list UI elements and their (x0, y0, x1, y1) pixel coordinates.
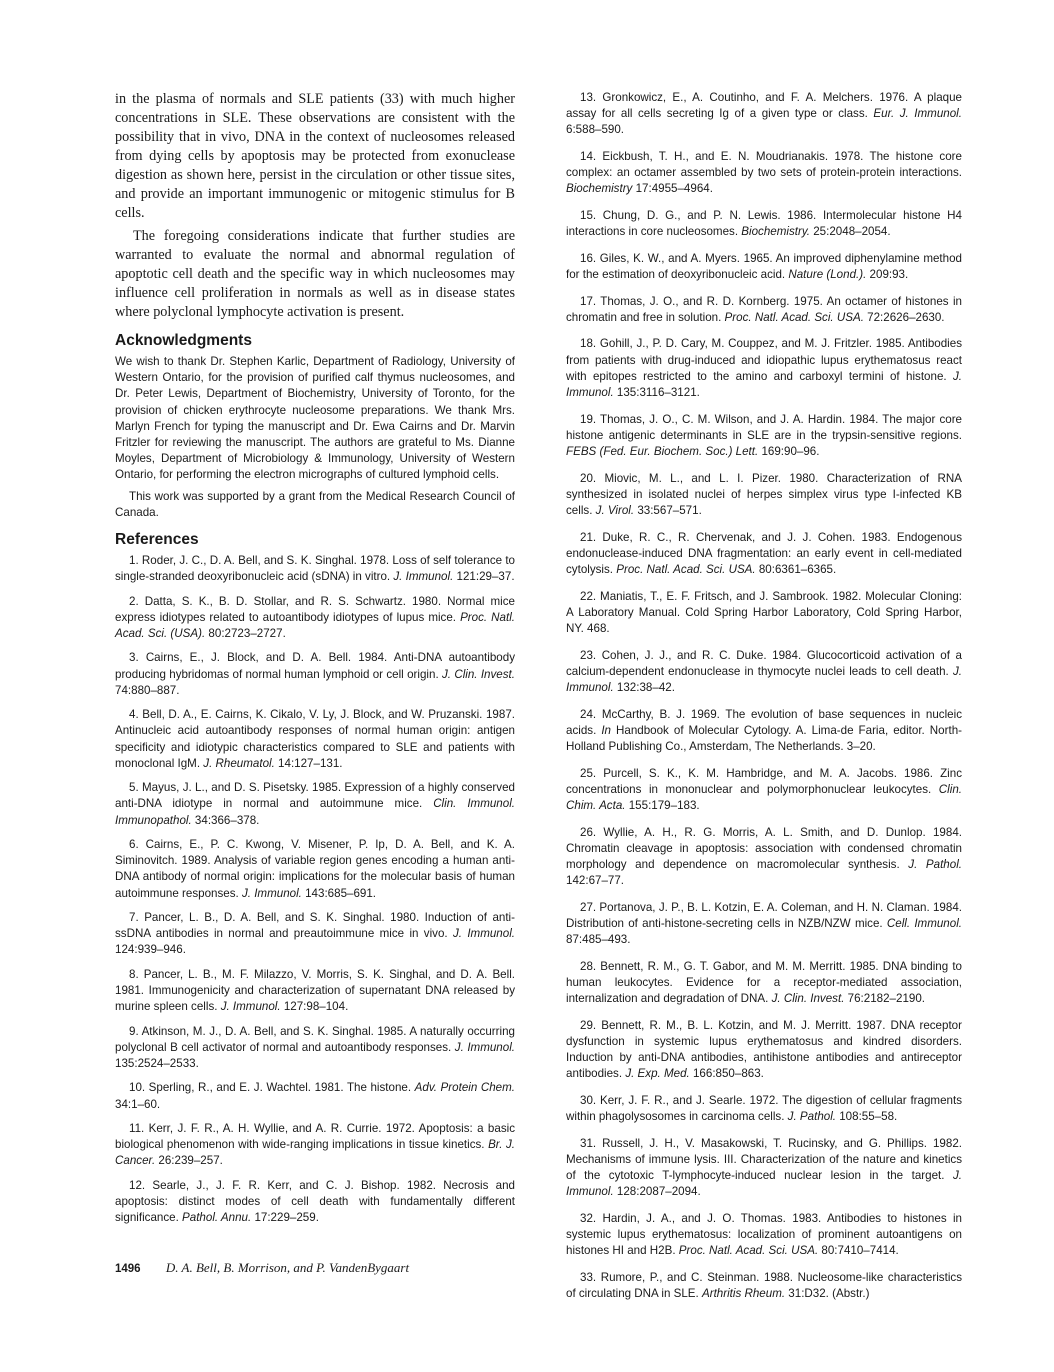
reference-journal: Pathol. Annu. (182, 1211, 252, 1225)
reference-text: 32. Hardin, J. A., and J. O. Thomas. 1983. Antibodies to histones in systemic lupus erythematosus: localization of prominent autoantigens on histones HI and H2B. (566, 1212, 962, 1258)
reference-item (566, 530, 962, 579)
reference-text: 22. Maniatis, T., E. F. Fritsch, and J. Sambrook. 1982. Molecular Cloning: A Laboratory Manual. Cold Spring Harbor Laboratory, Cold Spring Harbor, NY. 468. (566, 589, 962, 635)
reference-text: 12. Searle, J., J. F. R. Kerr, and C. J. Bishop. 1982. Necrosis and apoptosis: distinct modes of cell death with fundamentally different significance. (115, 1178, 515, 1225)
acknowledgments-heading: Acknowledgments (115, 332, 252, 349)
reference-journal: Biochemistry (566, 182, 633, 196)
reference-text: 24. McCarthy, B. J. 1969. The evolution of base sequences in nucleic acids. (566, 707, 962, 737)
reference-journal: Proc. Natl. Acad. Sci. USA. (616, 563, 756, 576)
reference-citation: 76:2182–2190. (844, 992, 926, 1006)
reference-text: 17. Thomas, J. O., and R. D. Kornberg. 1975. An octamer of histones in chromatin and free in solution. (566, 294, 962, 324)
reference-text: 25. Purcell, S. K., K. M. Hambridge, and M. A. Jacobs. 1986. Zinc concentrations in mononuclear and polymorphonuclear leukocytes. (566, 766, 962, 796)
reference-citation: 132:38–42. (613, 681, 675, 694)
reference-journal: J. Immunol. (241, 886, 302, 900)
reference-journal: J. Virol. (595, 504, 635, 517)
reference-journal: J. Pathol. (908, 858, 962, 871)
reference-text: 26. Wyllie, A. H., R. G. Morris, A. L. Smith, and D. Dunlop. 1984. Chromatin cleavage in apoptosis: association with condensed chromatin morphology and dependence on macromolecular synthesis. (566, 825, 962, 871)
page-number: 1496 (115, 1263, 141, 1275)
reference-citation: Handbook of Molecular Cytology. A. Lima-de Faria, editor. North-Holland Publishing Co., Amsterdam, The Netherlands. 3–20. (566, 723, 962, 753)
reference-text: 30. Kerr, J. F. R., and J. Searle. 1972. The digestion of cellular fragments within phagolysosomes in carcinoma cells. (566, 1094, 962, 1124)
reference-citation: 17:229–259. (251, 1211, 319, 1225)
reference-item (115, 837, 515, 902)
reference-citation: 34:366–378. (191, 813, 260, 827)
reference-text: 16. Giles, K. W., and A. Myers. 1965. An improved diphenylamine method for the estimation of deoxyribonucleic acid. (566, 251, 962, 281)
reference-text: 9. Atkinson, M. J., D. A. Bell, and S. K. Singhal. 1985. A naturally occurring polyclonal B cell activator of normal and autoantibody responses. (115, 1024, 515, 1054)
reference-item (566, 1136, 962, 1201)
reference-item (566, 766, 962, 815)
page-footer (115, 1260, 409, 1276)
reference-item (115, 780, 515, 829)
reference-text: 21. Duke, R. C., R. Chervenak, and J. J. Cohen. 1983. Endogenous endonuclease-induced DNA fragmentation: an early event in cell-mediated cytolysis. (566, 530, 962, 576)
reference-item (566, 412, 962, 461)
reference-item (115, 594, 515, 643)
reference-text: 13. Gronkowicz, E., A. Coutinho, and F. A. Melchers. 1976. A plaque assay for all cells secreting Ig of a given type or class. (566, 91, 962, 121)
acknowledgments-paragraph: We wish to thank Dr. Stephen Karlic, Department of Radiology, University of Western Ontario, for the provision of purified calf thymus nucleosomes, and Dr. Peter Lewis, Department of Biochemistry, University of Toronto, for the provision of chicken erythrocyte nucleosome preparations. We thank Mrs. Marlyn French for typing the manuscript and Dr. Ewa Cairns and Dr. Marvin Fritzler for reviewing the manuscript. The authors are grateful to Ms. Dianne Moyles, Department of Microbiology & Immunology, University of Western Ontario, for performing the electron micrographs of cultured lymphoid cells. (115, 355, 515, 482)
reference-citation: 143:685–691. (301, 886, 377, 900)
reference-citation: 124:939–946. (115, 943, 186, 957)
reference-text: 6. Cairns, E., P. C. Kwong, V. Misener, P. Ip, D. A. Bell, and K. A. Siminovitch. 1989. Analysis of variable region genes encoding a human anti-DNA antibody of normal origin: implications for the molecular basis of human autoimmune responses. (115, 838, 515, 900)
reference-journal: J. Pathol. (787, 1110, 837, 1124)
reference-citation: 135:2524–2533. (115, 1057, 199, 1071)
reference-text: 1. Roder, J. C., D. A. Bell, and S. K. Singhal. 1978. Loss of self tolerance to single-stranded deoxyribonucleic acid (sDNA) in vitro. (115, 554, 515, 584)
reference-item (566, 900, 962, 949)
reference-citation: 33:567–571. (634, 504, 702, 517)
reference-journal: FEBS (Fed. Eur. Biochem. Soc.) Lett. (566, 445, 759, 458)
reference-journal: Adv. Protein Chem. (414, 1081, 515, 1095)
reference-journal: J. Clin. Invest. (771, 992, 845, 1006)
reference-citation: 74:880–887. (115, 683, 180, 697)
reference-text: 11. Kerr, J. F. R., A. H. Wyllie, and A. R. Currie. 1972. Apoptosis: a basic biological phenomenon with wide-ranging implications in tissue kinetics. (115, 1122, 515, 1152)
reference-journal: J. Immunol. (566, 369, 962, 399)
references-list-left (115, 553, 515, 1226)
reference-item (566, 707, 962, 756)
reference-text: 33. Rumore, P., and C. Steinman. 1988. Nucleosome-like characteristics of circulating DNA in SLE. (566, 1271, 962, 1301)
reference-text: 4. Bell, D. A., E. Cairns, K. Cikalo, V. Ly, J. Block, and W. Pruzanski. 1987. Antinucleic acid autoantibody responses of normal human origin: antigen specificity and idiotypic characteristics compared to SLE and patients with monoclonal IgM. (115, 708, 515, 770)
reference-journal: Proc. Natl. Acad. Sci. USA. (678, 1244, 819, 1258)
reference-citation: 31:D32. (Abstr.) (785, 1287, 870, 1301)
reference-citation: 127:98–104. (280, 1000, 349, 1014)
reference-text: 10. Sperling, R., and E. J. Wachtel. 1981. The histone. (129, 1081, 415, 1095)
reference-citation: 155:179–183. (625, 799, 700, 812)
reference-journal: Biochemistry. (741, 225, 811, 239)
reference-citation: 25:2048–2054. (810, 225, 891, 239)
reference-item (566, 1211, 962, 1260)
body-paragraph: in the plasma of normals and SLE patients (33) with much higher concentrations in SLE. These observations are consistent with the possibility that in vivo, DNA in the context of nucleosomes released from dying cells by apoptosis may be protected from exonuclease digestion as shown here, persist in the circulation or other tissue sites, and provide an important immunogenic or mitogenic stimulus for B cells. (115, 91, 515, 221)
left-column (115, 90, 515, 1235)
reference-item (566, 471, 962, 520)
reference-citation: 80:2723–2727. (205, 627, 286, 641)
reference-item (115, 967, 515, 1016)
reference-journal: J. Immunol. (566, 664, 962, 694)
reference-text: 27. Portanova, J. P., B. L. Kotzin, E. A. Coleman, and H. N. Claman. 1984. Distribution of anti-histone-secreting cells in NZB/NZW mice. (566, 900, 962, 930)
reference-journal: Arthritis Rheum. (701, 1287, 786, 1301)
reference-item (566, 294, 962, 326)
reference-text: 14. Eickbush, T. H., and E. N. Moudrianakis. 1978. The histone core complex: an octamer assembled by two sets of protein-protein interactions. (566, 150, 962, 180)
reference-citation: 72:2626–2630. (863, 310, 945, 324)
reference-text: 29. Bennett, R. M., B. L. Kotzin, and M. J. Merritt. 1987. DNA receptor dysfunction in systemic lupus erythematosus and kindred disorders. Induction by anti-DNA antibodies, antihistone antibodies and antireceptor antibodies. (566, 1018, 962, 1081)
reference-journal: J. Immunol. (454, 1040, 515, 1054)
reference-journal: J. Immunol. (220, 1000, 281, 1014)
reference-item (115, 553, 515, 585)
reference-journal: J. Exp. Med. (625, 1067, 690, 1081)
reference-item (115, 910, 515, 959)
reference-item (566, 149, 962, 198)
reference-journal: Clin. Immunol. Immunopathol. (115, 797, 515, 827)
reference-citation: 6:588–590. (566, 123, 625, 137)
reference-journal: In (601, 723, 611, 737)
reference-journal: Nature (Lond.). (788, 268, 867, 281)
reference-text: 18. Gohill, J., P. D. Cary, M. Couppez, and M. J. Fritzler. 1985. Antibodies from patients with drug-induced and idiopathic lupus erythematosus react with epitopes restricted to the amino and carboxyl termini of histone. (566, 337, 962, 383)
reference-item (115, 1178, 515, 1227)
reference-text: 3. Cairns, E., J. Block, and D. A. Bell. 1984. Anti-DNA autoantibody producing hybridomas of normal human lymphoid or cell origin. (115, 651, 515, 681)
reference-item (566, 90, 962, 139)
reference-citation: 108:55–58. (836, 1110, 898, 1124)
reference-item (115, 707, 515, 772)
reference-citation: 26:239–257. (155, 1154, 223, 1168)
reference-citation: 14:127–131. (274, 756, 343, 770)
reference-journal: J. Immunol. (566, 1169, 962, 1199)
reference-journal: Br. J. Cancer. (115, 1138, 515, 1168)
reference-journal: J. Rheumatol. (203, 756, 275, 770)
reference-citation: 80:6361–6365. (755, 563, 837, 576)
reference-journal: Eur. J. Immunol. (873, 107, 962, 121)
references-list-right (566, 90, 962, 1302)
reference-text: 20. Miovic, M. L., and L. I. Pizer. 1980. Characterization of RNA synthesized in isolated nuclei of herpes simplex virus type I-infected KB cells. (566, 471, 962, 517)
reference-item (566, 825, 962, 890)
body-paragraph: The foregoing considerations indicate that further studies are warranted to evaluate the normal and abnormal regulation of apoptotic cell death and the specific way in which nucleosomes may influence cell proliferation in normals as well as in disease states where polyclonal lymphocyte activation is present. (115, 228, 515, 320)
reference-text: 19. Thomas, J. O., C. M. Wilson, and J. A. Hardin. 1984. The major core histone antigenic determinants in SLE are in the trypsin-sensitive regions. (566, 412, 962, 442)
reference-text: 23. Cohen, J. J., and R. C. Duke. 1984. Glucocorticoid activation of a calcium-dependent endonuclease in thymocyte nuclei leads to cell death. (566, 648, 962, 678)
reference-item (115, 1121, 515, 1170)
reference-item (566, 959, 962, 1008)
reference-journal: Proc. Natl. Acad. Sci. (USA). (115, 610, 515, 641)
reference-item (566, 1270, 962, 1302)
reference-journal: Clin. Chim. Acta. (566, 782, 962, 812)
reference-text: 15. Chung, D. G., and P. N. Lewis. 1986. Intermolecular histone H4 interactions in core nucleosomes. (566, 209, 962, 239)
reference-citation: 17:4955–4964. (632, 182, 713, 196)
reference-item (566, 589, 962, 638)
reference-item (566, 1018, 962, 1083)
reference-item (566, 1093, 962, 1125)
reference-citation: 135:3116–3121. (613, 386, 700, 399)
reference-citation: 166:850–863. (689, 1067, 764, 1081)
reference-item (566, 648, 962, 697)
reference-citation: 87:485–493. (566, 933, 631, 947)
reference-item (115, 1080, 515, 1112)
funding-paragraph: This work was supported by a grant from the Medical Research Council of Canada. (115, 489, 515, 519)
reference-citation: 169:90–96. (758, 445, 820, 458)
reference-text: 28. Bennett, R. M., G. T. Gabor, and M. M. Merritt. 1985. DNA binding to human leukocytes. Evidence for a receptor-mediated association, internalization and degradation of DNA. (566, 959, 962, 1006)
reference-item (115, 1024, 515, 1073)
reference-citation: 80:7410–7414. (818, 1244, 899, 1258)
reference-citation: 121:29–37. (453, 570, 515, 584)
reference-citation: 128:2087–2094. (613, 1185, 701, 1199)
reference-item (115, 650, 515, 699)
reference-citation: 34:1–60. (115, 1097, 161, 1111)
reference-text: 31. Russell, J. H., V. Masakowski, T. Rucinsky, and G. Phillips. 1982. Mechanisms of immune lysis. III. Characterization of the nature and kinetics of the cytotoxic T-lymphocyte-induced nuclear lesion in the target. (566, 1136, 962, 1183)
running-authors: D. A. Bell, B. Morrison, and P. VandenBygaart (165, 1260, 410, 1275)
reference-journal: J. Immunol. (452, 927, 515, 941)
reference-journal: J. Immunol. (393, 570, 454, 584)
reference-item (566, 208, 962, 240)
reference-citation: 142:67–77. (566, 874, 625, 888)
references-heading: References (115, 531, 199, 549)
reference-item (566, 336, 962, 401)
reference-text: 8. Pancer, L. B., M. F. Milazzo, V. Morris, S. K. Singhal, and D. A. Bell. 1981. Immunogenicity and characterization of supernatant DNA released by murine spleen cells. (115, 967, 515, 1014)
reference-citation: 209:93. (866, 268, 909, 281)
reference-text: 2. Datta, S. K., B. D. Stollar, and R. S. Schwartz. 1980. Normal mice express idiotypes related to autoantibody idiotypes of lupus mice. (115, 594, 515, 624)
reference-item (566, 251, 962, 283)
reference-text: 7. Pancer, L. B., D. A. Bell, and S. K. Singhal. 1980. Induction of anti-ssDNA antibodies in normal and preautoimmune mice in vivo. (115, 911, 515, 941)
right-column (566, 90, 962, 1313)
reference-journal: J. Clin. Invest. (441, 667, 515, 681)
reference-journal: Proc. Natl. Acad. Sci. USA. (724, 310, 864, 324)
reference-text: 5. Mayus, J. L., and D. S. Pisetsky. 1985. Expression of a highly conserved anti-DNA idiotype in normal and autoimmune mice. (115, 781, 515, 811)
reference-journal: Cell. Immunol. (886, 917, 962, 930)
